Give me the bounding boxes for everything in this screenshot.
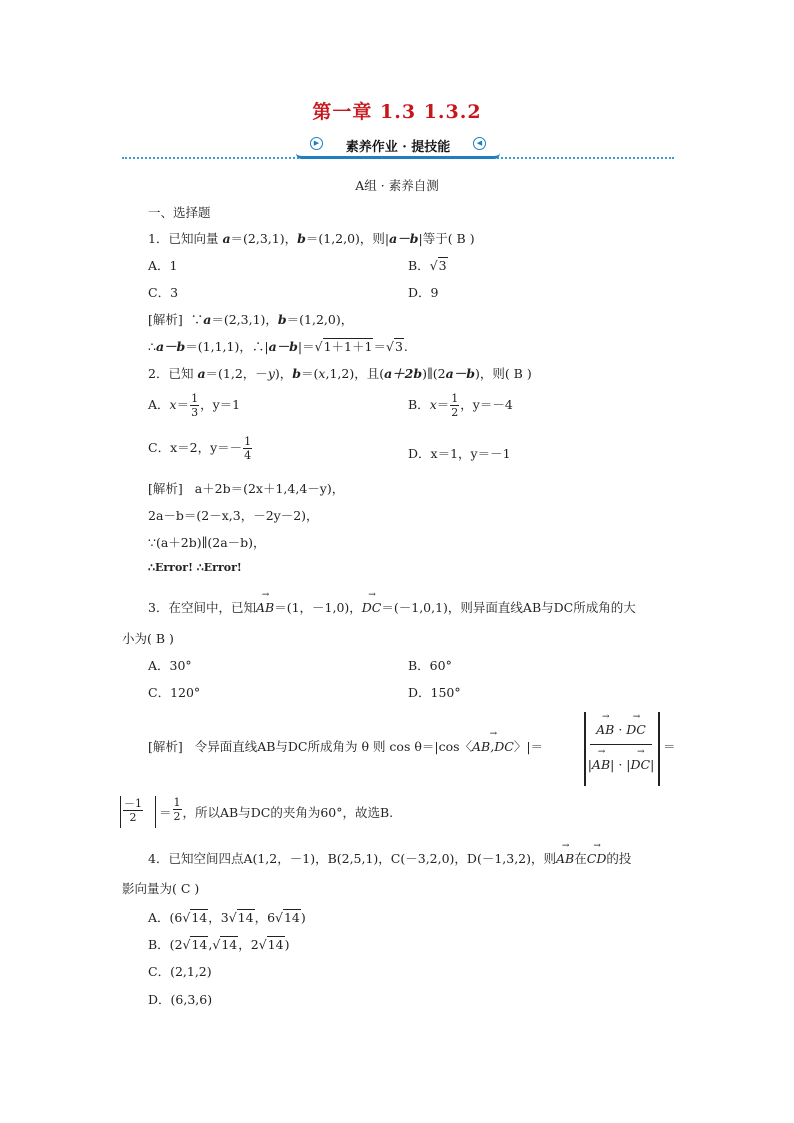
q3-solution-2: $\frac{-1}{2}$ (124, 797, 142, 824)
abs-bar-right-2 (155, 796, 156, 828)
equals-sign: ＝ (663, 739, 676, 754)
part-heading: 一、选择题 (148, 205, 211, 220)
q2-option-b: B．x＝ $\frac{1}{2}$ ，y＝－4 (408, 392, 513, 419)
q2-solution-3: ∵(a＋2b)∥(2a－b)， (148, 535, 266, 550)
q3-stem-line1: 3．在空间中，已知→ AB＝(1，－1,0)，→ DC＝(－1,0,1)，则异面直线AB与DC所成角的大 (148, 598, 636, 616)
q1-solution-2: ∴a－b＝(1,1,1)，∴|a－b|＝√1＋1＋1＝√3. (148, 339, 408, 354)
q2-solution-2: 2a－b＝(2－x,3，－2y－2)， (148, 508, 319, 523)
q3-fraction-numerator: → AB · → DC (586, 722, 656, 737)
q1-option-a: A．1 (148, 258, 178, 273)
page-title: 第一章 1.3 1.3.2 (312, 101, 482, 123)
q2-option-d: D．x＝1，y＝－1 (408, 446, 511, 461)
q1-stem: 1．已知向量 a＝(2,3,1)，b＝(1,2,0)，则|a－b|等于( B ) (148, 231, 475, 246)
play-left-icon: ◀ (473, 137, 486, 150)
q1-option-b: B．√3 (408, 258, 447, 273)
q1-option-d: D．9 (408, 285, 439, 300)
q2-option-a: A．x＝ $\frac{1}{3}$ ，y＝1 (148, 392, 241, 419)
q3-option-d: D．150° (408, 685, 461, 700)
q3-solution-1: [解析] 令异面直线AB与DC所成角为 θ 则 cos θ＝|cos〈→ AB,DC〉|＝ (148, 737, 543, 755)
q1-option-c: C．3 (148, 285, 179, 300)
banner-text: 素养作业 · 提技能 (345, 140, 451, 155)
q4-option-d: D．(6,3,6) (148, 992, 213, 1007)
q4-stem-line2: 影向量为( C ) (122, 881, 200, 896)
q3-stem-line2: 小为( B ) (122, 631, 174, 646)
q3-option-c: C．120° (148, 685, 201, 700)
abs-bar-right (658, 712, 660, 786)
q1-solution-1: [解析] ∵a＝(2,3,1)，b＝(1,2,0)， (148, 312, 354, 327)
q2-solution-4: ∴Error! ∴Error! (148, 561, 242, 574)
q2-stem: 2．已知 a＝(1,2，－y)，b＝(x,1,2)，且(a＋2b)∥(2a－b)，则( B ) (148, 366, 532, 381)
q4-option-b: B．(2√14,√14，2√14) (148, 937, 290, 952)
play-right-icon: ▶ (310, 137, 323, 150)
group-title: A组 · 素养自测 (355, 178, 439, 193)
q3-solution-2-rest: ＝ $\frac{1}{2}$ ，所以AB与DC的夹角为60°，故选B. (159, 796, 394, 823)
q4-option-c: C．(2,1,2) (148, 964, 212, 979)
q3-fraction-denominator: |→ AB| · |→ DC| (586, 757, 656, 772)
q2-option-c: C．x＝2，y＝－ $\frac{1}{4}$ (148, 435, 252, 462)
q3-option-b: B．60° (408, 658, 452, 673)
q4-stem-line1: 4．已知空间四点A(1,2，－1)，B(2,5,1)，C(－3,2,0)，D(－1,3,2)，则→ AB在→ CD的投 (148, 849, 631, 867)
q4-option-a: A．(6√14，3√14，6√14) (148, 910, 306, 925)
q3-option-a: A．30° (148, 658, 192, 673)
q3-fraction-bar (590, 744, 652, 745)
abs-bar-left-2 (120, 796, 121, 828)
q2-solution-1: [解析] a＋2b＝(2x＋1,4,4－y)， (148, 481, 345, 496)
section-banner (296, 132, 500, 159)
